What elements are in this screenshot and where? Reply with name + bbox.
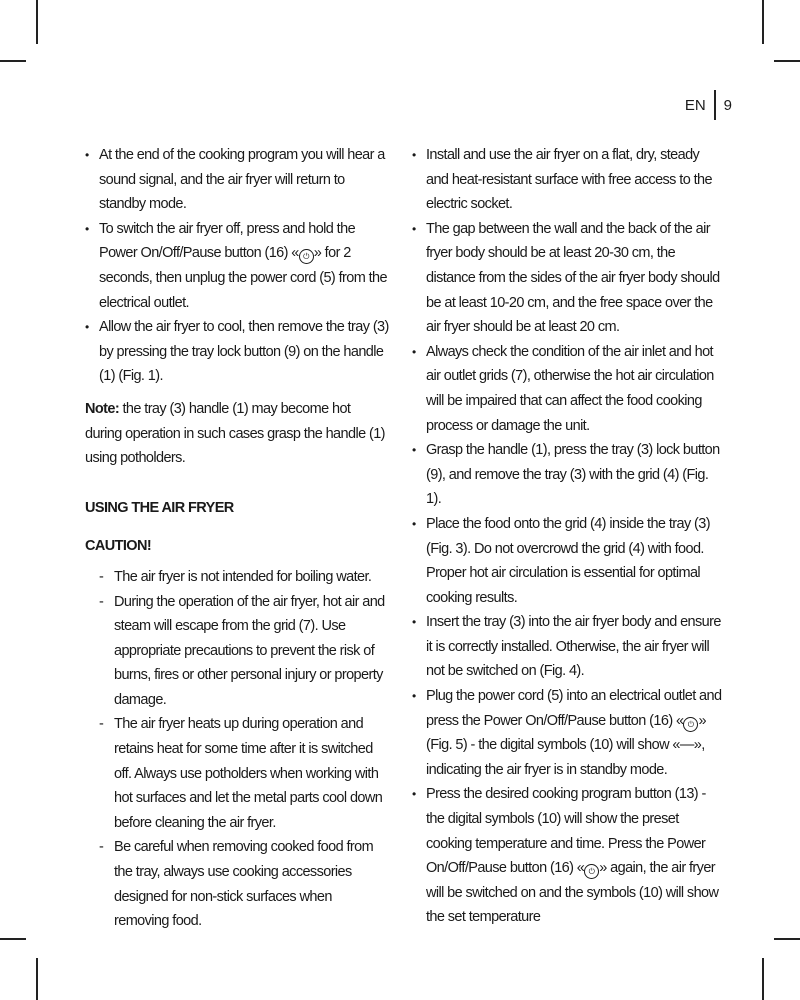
- left-column: [85, 143, 390, 934]
- list-item: • Plug the power cord (5) into an electrical outlet and press the Power On/Off/Pause button (16) « ⏻ » (Fig. 5) - the digital symbols (10) will show «—», indicating the air fryer is in standby mode.: [412, 684, 724, 782]
- crop-mark-top-left-horizontal: [0, 60, 26, 62]
- list-item: • Grasp the handle (1), press the tray (3) lock button (9), and remove the tray (3) with the grid (4) (Fig. 1).: [412, 438, 724, 512]
- crop-mark-bottom-left-vertical: [36, 958, 38, 1000]
- header-divider: [714, 90, 716, 120]
- list-item: - During the operation of the air fryer, hot air and steam will escape from the grid (7). Use appropriate precautions to prevent the risk of burns, fires or other personal injury or property damage.: [97, 590, 390, 713]
- power-button-icon: ⏻: [299, 249, 314, 264]
- left-bullet-list: [85, 143, 390, 389]
- list-item: - The air fryer heats up during operation and retains heat for some time after it is switched off. Always use potholders when working with hot surfaces and let the metal parts cool down before cleaning the air fryer.: [97, 712, 390, 835]
- power-button-icon: ⏻: [584, 864, 599, 879]
- language-code: EN: [684, 96, 706, 114]
- list-item: - The air fryer is not intended for boiling water.: [97, 565, 390, 590]
- page-number: 9: [723, 96, 732, 114]
- list-item: • Install and use the air fryer on a flat, dry, steady and heat-resistant surface with free access to the electric socket.: [412, 143, 724, 217]
- page-header: [685, 90, 732, 120]
- list-item: • Press the desired cooking program button (13) - the digital symbols (10) will show the preset cooking temperature and time. Press the Power On/Off/Pause button (16) « ⏻ » again, the air fryer will be switched on and the symbols (10) will show the set temperature: [412, 782, 724, 930]
- crop-mark-top-right-vertical: [762, 0, 764, 44]
- list-item: • To switch the air fryer off, press and hold the Power On/Off/Pause button (16) « ⏻ » for 2 seconds, then unplug the power cord (5) from the electrical outlet.: [85, 217, 390, 315]
- caution-list: [97, 565, 390, 934]
- note-text: the tray (3) handle (1) may become hot during operation in such cases grasp the handle (1) using potholders.: [85, 400, 385, 467]
- power-button-icon: ⏻: [683, 717, 698, 732]
- section-heading: USING THE AIR FRYER: [85, 499, 234, 516]
- crop-mark-bottom-right-horizontal: [774, 938, 800, 940]
- right-bullet-list: [412, 143, 724, 930]
- crop-mark-bottom-left-horizontal: [0, 938, 26, 940]
- list-item: • Place the food onto the grid (4) inside the tray (3) (Fig. 3). Do not overcrowd the grid (4) with food. Proper hot air circulation is essential for optimal cooking results.: [412, 512, 724, 610]
- crop-mark-bottom-right-vertical: [762, 958, 764, 1000]
- crop-mark-top-left-vertical: [36, 0, 38, 44]
- note-label: Note:: [85, 400, 120, 417]
- note-paragraph: [85, 397, 390, 471]
- right-column: [412, 143, 724, 930]
- list-item: • At the end of the cooking program you will hear a sound signal, and the air fryer will return to standby mode.: [85, 143, 390, 217]
- crop-mark-top-right-horizontal: [774, 60, 800, 62]
- list-item: • Allow the air fryer to cool, then remove the tray (3) by pressing the tray lock button (9) on the handle (1) (Fig. 1).: [85, 315, 390, 389]
- caution-label: CAUTION!: [85, 538, 152, 555]
- list-item: - Be careful when removing cooked food from the tray, always use cooking accessories designed for non-stick surfaces when removing food.: [97, 835, 390, 933]
- list-item: • Insert the tray (3) into the air fryer body and ensure it is correctly installed. Otherwise, the air fryer will not be switched on (Fig. 4).: [412, 610, 724, 684]
- list-item: • Always check the condition of the air inlet and hot air outlet grids (7), otherwise the hot air circulation will be impaired that can affect the food cooking process or damage the unit.: [412, 340, 724, 438]
- list-item: • The gap between the wall and the back of the air fryer body should be at least 20-30 cm, the distance from the sides of the air fryer body should be at least 10-20 cm, and the free space over the air fryer should be at least 20 cm.: [412, 217, 724, 340]
